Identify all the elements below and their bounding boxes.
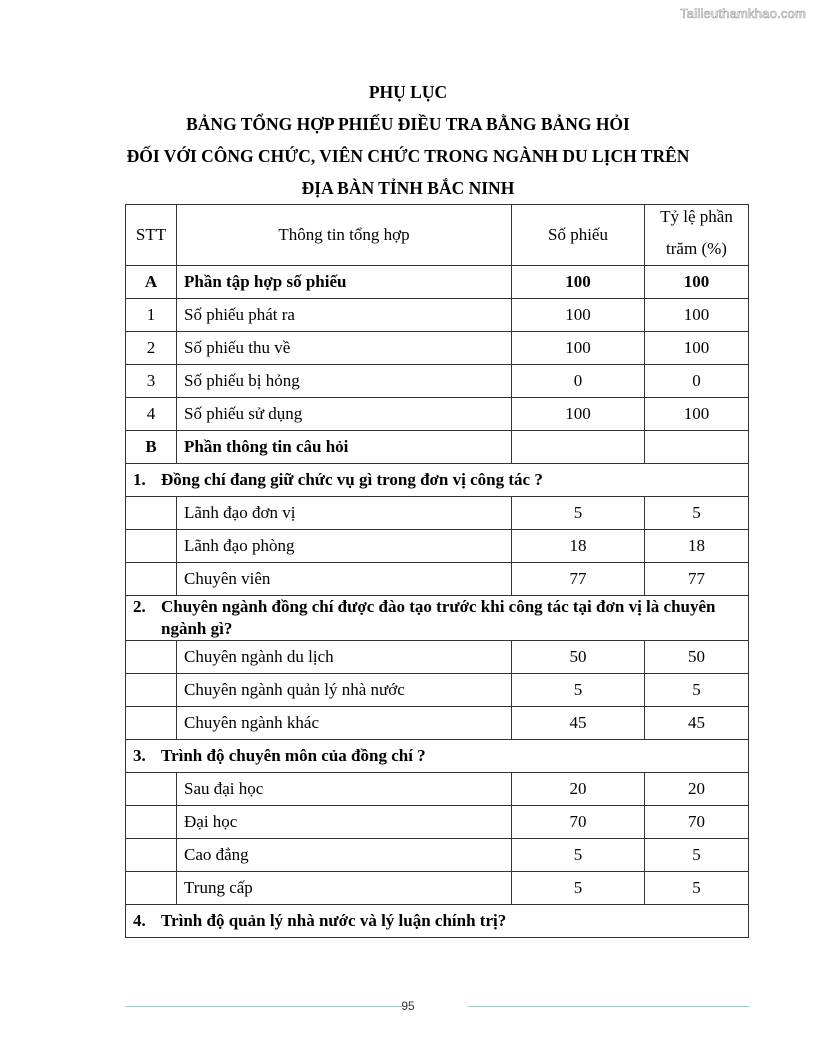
row-count: 100 — [512, 332, 645, 365]
row-label: Số phiếu phát ra — [177, 299, 512, 332]
section-a-row — [126, 266, 749, 299]
answer-percent: 70 — [645, 806, 749, 839]
question-text: Trình độ chuyên môn của đồng chí ? — [161, 746, 426, 765]
answer-label: Đại học — [177, 806, 512, 839]
answer-count: 45 — [512, 707, 645, 740]
question-number: 3. — [133, 746, 146, 765]
answer-label: Sau đại học — [177, 773, 512, 806]
table-row — [126, 332, 749, 365]
answer-percent: 18 — [645, 530, 749, 563]
row-stt: 1 — [126, 299, 177, 332]
answer-count: 5 — [512, 674, 645, 707]
row-label: Số phiếu bị hỏng — [177, 365, 512, 398]
header-percent — [645, 205, 749, 266]
section-a-label: Phần tập hợp số phiếu — [177, 266, 512, 299]
answer-percent: 20 — [645, 773, 749, 806]
question-row — [126, 464, 749, 497]
answer-percent: 77 — [645, 563, 749, 596]
section-b-label: Phần thông tin câu hỏi — [177, 431, 512, 464]
table-row — [126, 872, 749, 905]
survey-table — [125, 204, 749, 938]
row-label: Số phiếu thu về — [177, 332, 512, 365]
answer-count: 50 — [512, 641, 645, 674]
question-text: Đồng chí đang giữ chức vụ gì trong đơn vị công tác ? — [161, 470, 543, 489]
footer-divider-right — [468, 1006, 749, 1007]
question-text: Trình độ quản lý nhà nước và lý luận chính trị? — [161, 911, 507, 930]
question-row — [126, 596, 749, 641]
table-row — [126, 641, 749, 674]
question-text: Chuyên ngành đồng chí được đào tạo trước khi công tác tại đơn vị là chuyên ngành gì? — [161, 597, 716, 638]
row-percent: 100 — [645, 299, 749, 332]
row-percent: 100 — [645, 332, 749, 365]
answer-label: Lãnh đạo phòng — [177, 530, 512, 563]
table-row — [126, 497, 749, 530]
table-row — [126, 806, 749, 839]
question-number: 2. — [133, 597, 146, 616]
answer-label: Lãnh đạo đơn vị — [177, 497, 512, 530]
title-line-3: ĐỐI VỚI CÔNG CHỨC, VIÊN CHỨC TRONG NGÀNH DU LỊCH TRÊN — [126, 146, 690, 166]
row-percent: 100 — [645, 398, 749, 431]
answer-percent: 50 — [645, 641, 749, 674]
header-info: Thông tin tổng hợp — [177, 205, 512, 266]
header-percent-line2: trăm (%) — [666, 239, 727, 258]
row-label: Số phiếu sử dụng — [177, 398, 512, 431]
section-b-percent — [645, 431, 749, 464]
question-2 — [126, 596, 749, 641]
table-row — [126, 299, 749, 332]
title-line-1: PHỤ LỤC — [368, 82, 448, 102]
answer-percent: 5 — [645, 674, 749, 707]
answer-count: 18 — [512, 530, 645, 563]
section-a-percent: 100 — [645, 266, 749, 299]
question-row — [126, 740, 749, 773]
answer-count: 5 — [512, 497, 645, 530]
header-count: Số phiếu — [512, 205, 645, 266]
answer-percent: 5 — [645, 839, 749, 872]
table-row — [126, 773, 749, 806]
header-percent-line1: Tỷ lệ phần — [660, 207, 733, 226]
table-row — [126, 563, 749, 596]
header-stt: STT — [126, 205, 177, 266]
row-count: 0 — [512, 365, 645, 398]
table-header-row — [126, 205, 749, 266]
answer-count: 70 — [512, 806, 645, 839]
section-a-stt: A — [126, 266, 177, 299]
answer-count: 20 — [512, 773, 645, 806]
answer-count: 5 — [512, 839, 645, 872]
answer-percent: 5 — [645, 872, 749, 905]
answer-count: 77 — [512, 563, 645, 596]
answer-label: Trung cấp — [177, 872, 512, 905]
row-count: 100 — [512, 299, 645, 332]
answer-percent: 5 — [645, 497, 749, 530]
answer-label: Cao đẳng — [177, 839, 512, 872]
question-1 — [126, 464, 749, 497]
row-count: 100 — [512, 398, 645, 431]
answer-label: Chuyên ngành du lịch — [177, 641, 512, 674]
section-b-row — [126, 431, 749, 464]
question-3 — [126, 740, 749, 773]
row-stt: 3 — [126, 365, 177, 398]
page-number: 95 — [401, 999, 415, 1013]
title-line-4: ĐỊA BÀN TỈNH BẮC NINH — [301, 178, 515, 198]
table-row — [126, 530, 749, 563]
table-row — [126, 674, 749, 707]
answer-label: Chuyên ngành khác — [177, 707, 512, 740]
question-number: 4. — [133, 911, 146, 930]
row-stt: 4 — [126, 398, 177, 431]
answer-count: 5 — [512, 872, 645, 905]
question-row — [126, 905, 749, 938]
table-row — [126, 707, 749, 740]
document-title — [0, 76, 816, 204]
table-row — [126, 365, 749, 398]
section-b-stt: B — [126, 431, 177, 464]
question-number: 1. — [133, 470, 146, 489]
row-stt: 2 — [126, 332, 177, 365]
table-row — [126, 839, 749, 872]
section-b-count — [512, 431, 645, 464]
answer-label: Chuyên ngành quản lý nhà nước — [177, 674, 512, 707]
table-row — [126, 398, 749, 431]
question-4 — [126, 905, 749, 938]
watermark: Tailieuthamkhao.com — [680, 6, 806, 21]
answer-label: Chuyên viên — [177, 563, 512, 596]
answer-percent: 45 — [645, 707, 749, 740]
title-line-2: BẢNG TỔNG HỢP PHIẾU ĐIỀU TRA BẰNG BẢNG HỎI — [186, 114, 630, 134]
section-a-count: 100 — [512, 266, 645, 299]
row-percent: 0 — [645, 365, 749, 398]
